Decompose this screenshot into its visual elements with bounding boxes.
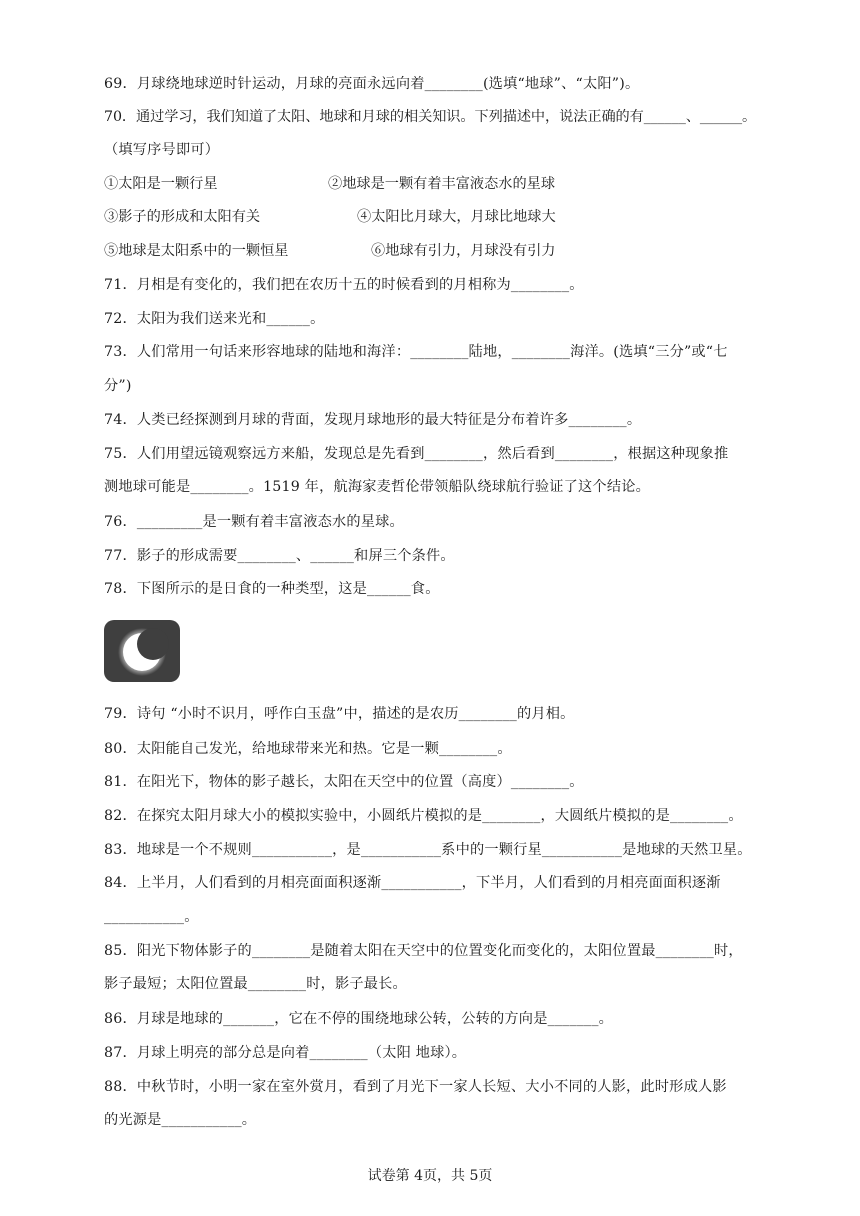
option-4: ④太阳比月球大，月球比地球大 (357, 209, 556, 225)
question-87: 87．月球上明亮的部分总是向着________（太阳 地球）。 (104, 1045, 467, 1061)
question-73: 73．人们常用一句话来形容地球的陆地和海洋：________陆地，________海洋。(选填“三分”或“七 (104, 344, 728, 360)
question-69: 69．月球绕地球逆时针运动，月球的亮面永远向着________(选填“地球”、“太阳”)。 (104, 76, 640, 92)
page-footer: 试卷第 4页，共 5页 (367, 1168, 493, 1184)
question-88-continued: 的光源是___________。 (104, 1112, 257, 1128)
question-82: 82．在探究太阳月球大小的模拟实验中，小圆纸片模拟的是________，大圆纸片模拟的是________。 (104, 808, 743, 824)
option-1: ①太阳是一颗行星 (104, 176, 218, 192)
question-81: 81．在阳光下，物体的影子越长，太阳在天空中的位置（高度）________。 (104, 774, 584, 790)
question-83: 83．地球是一个不规则___________，是___________系中的一颗行星___________是地球的天然卫星。 (104, 842, 752, 858)
eclipse-figure (104, 620, 180, 682)
question-79: 79．诗句 “小时不识月，呼作白玉盘”中，描述的是农历________的月相。 (104, 706, 575, 722)
option-5: ⑤地球是太阳系中的一颗恒星 (104, 243, 289, 259)
question-84: 84．上半月，人们看到的月相亮面面积逐渐___________，下半月，人们看到的月相亮面面积逐渐 (104, 875, 721, 891)
question-75-continued: 测地球可能是________。1519 年，航海家麦哲伦带领船队绕球航行验证了这个结论。 (104, 479, 650, 495)
moon-disk (137, 628, 169, 660)
question-85-continued: 影子最短；太阳位置最________时，影子最长。 (104, 976, 407, 992)
question-84-continued: ___________。 (104, 909, 199, 925)
option-6: ⑥地球有引力，月球没有引力 (371, 243, 556, 259)
question-74: 74．人类已经探测到月球的背面，发现月球地形的最大特征是分布着许多________。 (104, 412, 642, 428)
question-70-continued: （填写序号即可） (104, 142, 220, 158)
question-72: 72．太阳为我们送来光和______。 (104, 311, 325, 327)
question-73-continued: 分”) (104, 378, 132, 394)
question-88: 88．中秋节时，小明一家在室外赏月，看到了月光下一家人长短、大小不同的人影，此时形成人影 (104, 1079, 727, 1095)
partial-solar-eclipse-icon (104, 620, 180, 682)
question-76: 76．_________是一颗有着丰富液态水的星球。 (104, 514, 404, 530)
question-77: 77．影子的形成需要________、______和屏三个条件。 (104, 548, 455, 564)
question-78: 78．下图所示的是日食的一种类型，这是______食。 (104, 581, 440, 597)
question-85: 85．阳光下物体影子的________是随着太阳在天空中的位置变化而变化的，太阳位置最________时， (104, 943, 743, 959)
question-70: 70．通过学习，我们知道了太阳、地球和月球的相关知识。下列描述中，说法正确的有______、______。 (104, 109, 757, 125)
option-3: ③影子的形成和太阳有关 (104, 209, 261, 225)
question-71: 71．月相是有变化的，我们把在农历十五的时候看到的月相称为________。 (104, 277, 584, 293)
question-75: 75．人们用望远镜观察远方来船，发现总是先看到________，然后看到________，根据这种现象推 (104, 446, 729, 462)
option-2: ②地球是一颗有着丰富液态水的星球 (328, 176, 556, 192)
question-80: 80．太阳能自己发光，给地球带来光和热。它是一颗________。 (104, 741, 512, 757)
question-86: 86．月球是地球的_______，它在不停的围绕地球公转，公转的方向是_______。 (104, 1011, 614, 1027)
